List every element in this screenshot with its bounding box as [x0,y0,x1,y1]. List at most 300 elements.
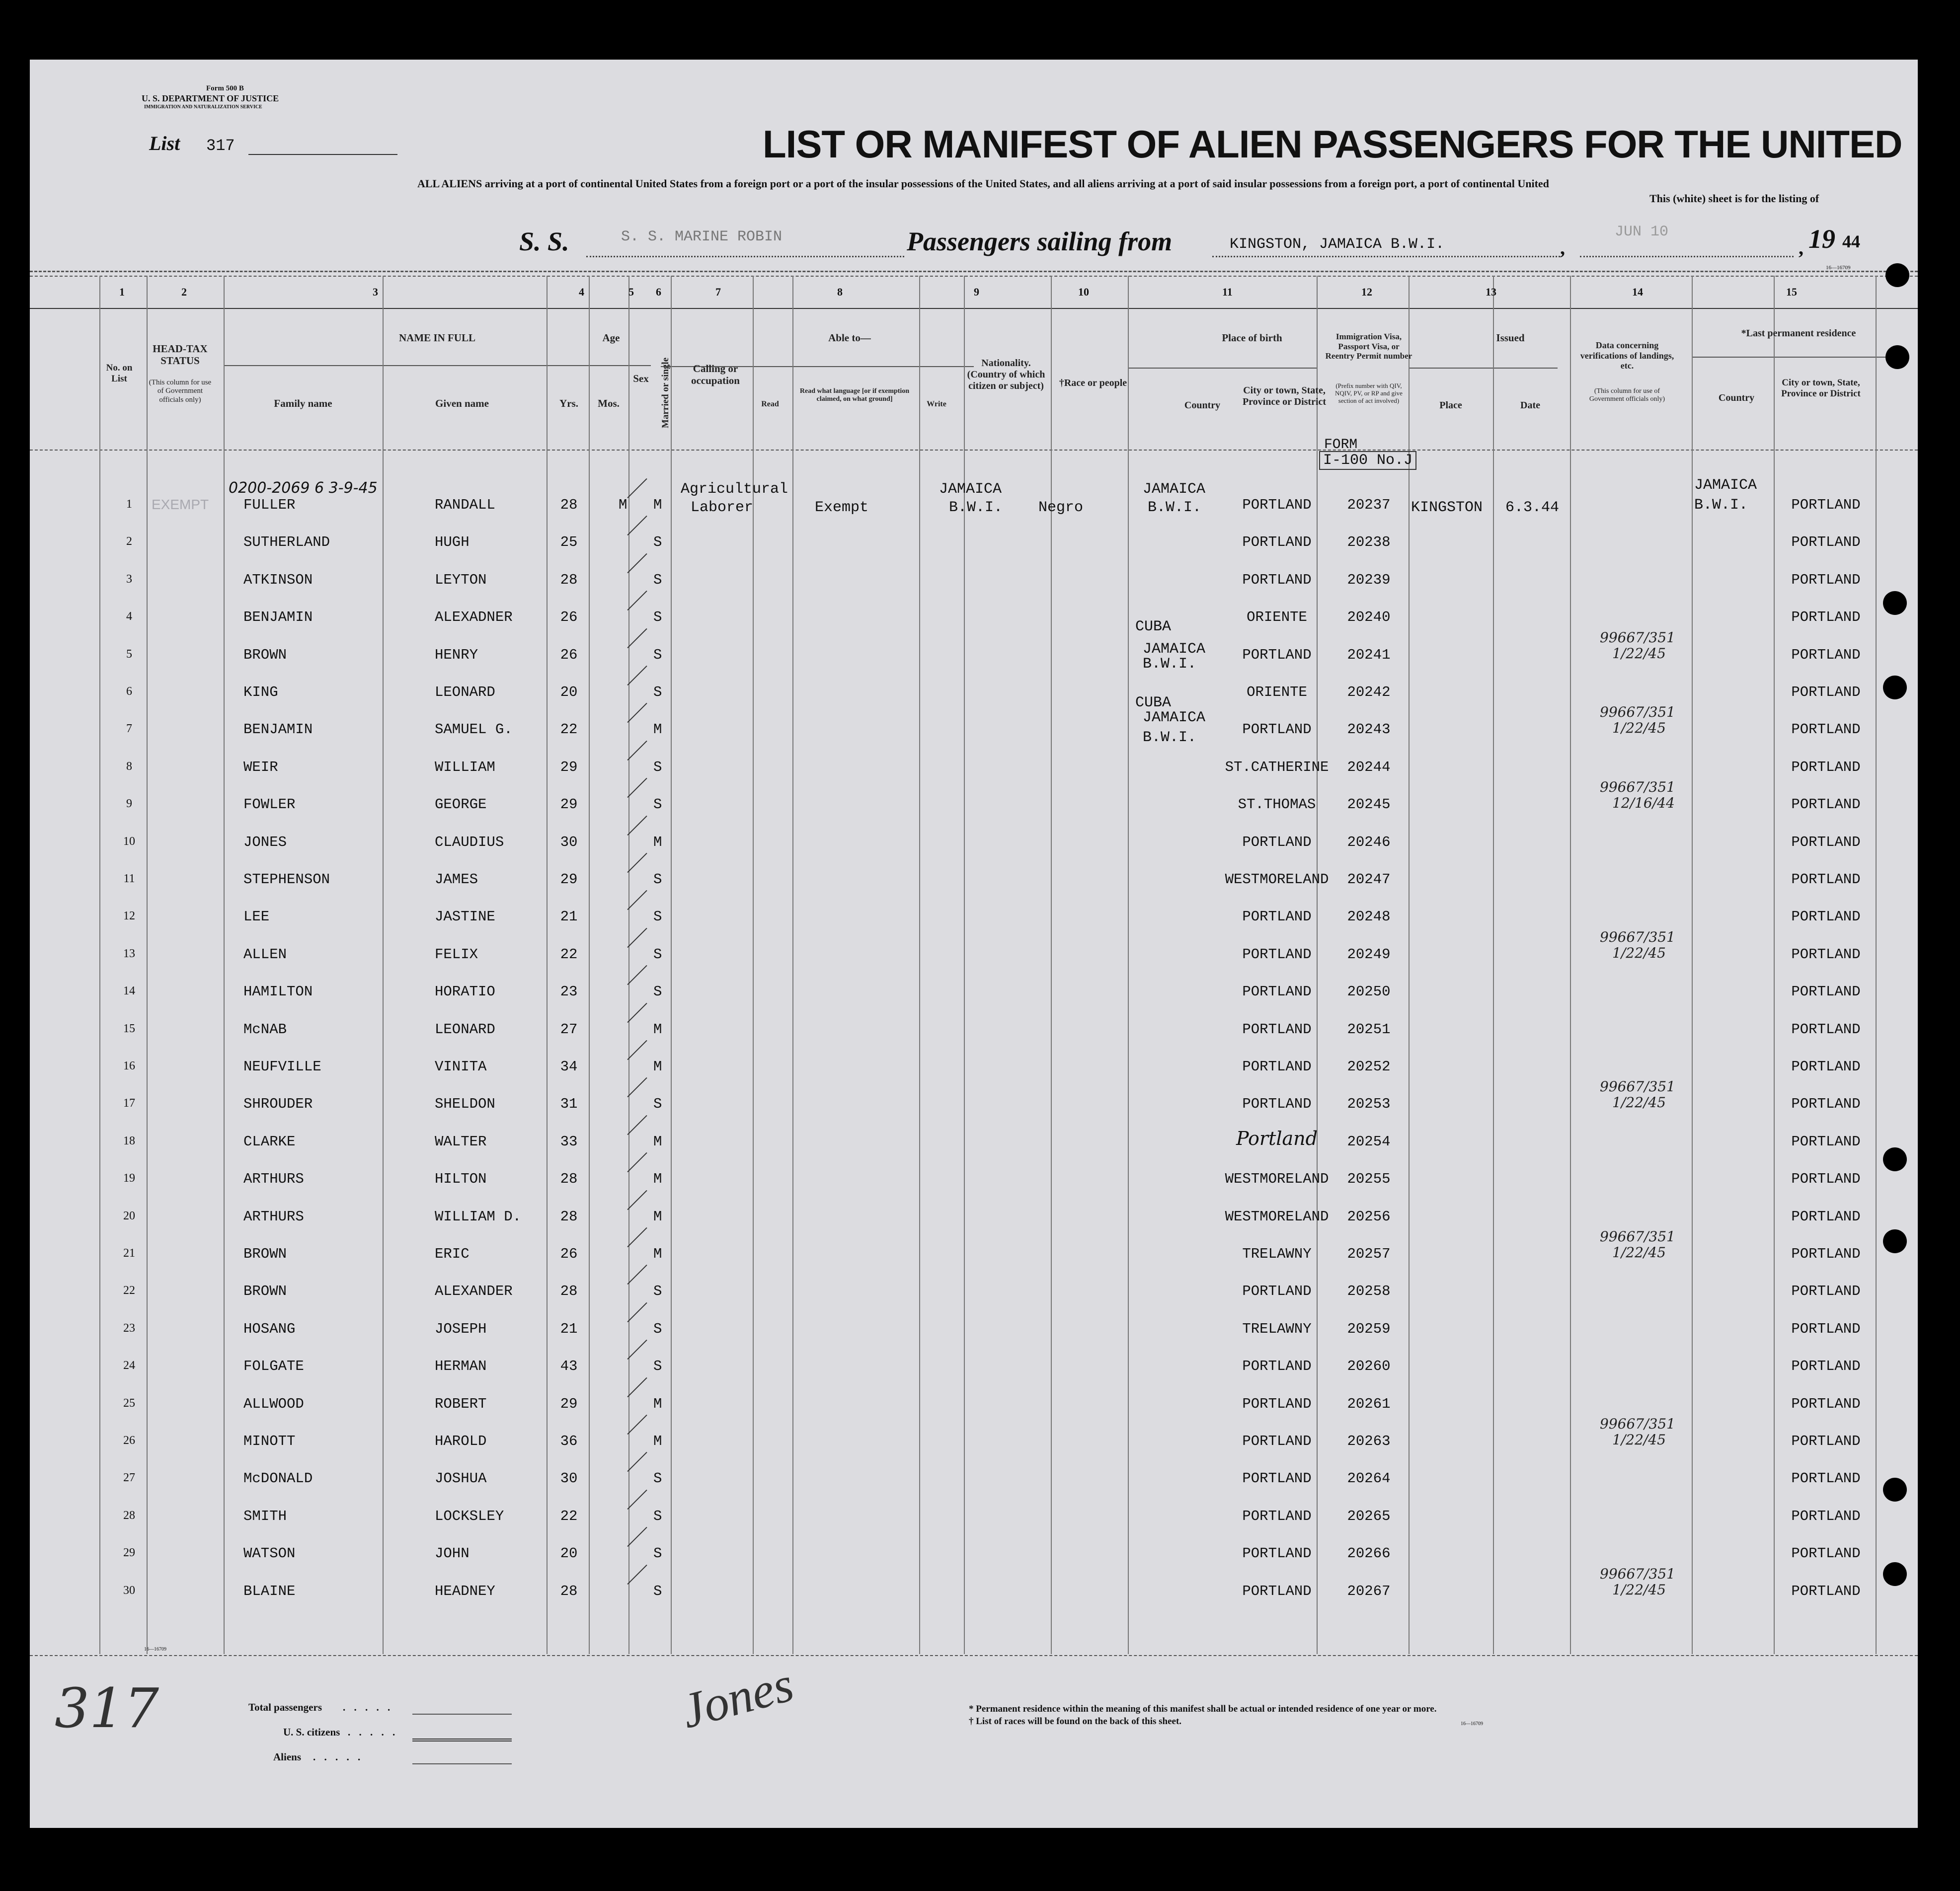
cell-given: HENRY [435,646,478,663]
check-mark [627,1152,647,1172]
column-number: 15 [1786,286,1797,298]
cell-birth-city: PORTLAND [1242,1283,1312,1300]
cell-no: 1 [126,498,132,511]
cell-age: 43 [560,1358,578,1375]
column-number-line [30,308,1918,309]
cell-birth-city: WESTMORELAND [1225,1171,1329,1188]
header-head-tax: HEAD-TAX STATUS [153,343,208,367]
cell-residence: PORTLAND [1791,1171,1861,1188]
cell-age: 22 [560,1508,578,1524]
header-yrs: Yrs. [559,397,578,409]
year-prefix: 19 [1808,224,1835,254]
header-mos: Mos. [598,397,620,409]
cell-family: ARTHURS [243,1171,304,1188]
cell-ms: S [653,1508,662,1524]
cell-ms: S [653,1358,662,1375]
check-mark [627,703,647,723]
header-family-name: Family name [274,397,332,409]
cell-birth-city: PORTLAND [1242,571,1312,588]
check-mark [627,890,647,910]
header-no-on-list: No. on List [106,363,133,384]
cell-birth-city: PORTLAND [1242,1395,1312,1412]
cell-given: JOSHUA [435,1470,487,1487]
column-number: 14 [1632,286,1643,298]
cell-age: 28 [560,1171,578,1188]
check-mark [627,1265,647,1285]
column-number: 10 [1078,286,1089,298]
cell-residence: PORTLAND [1791,497,1861,513]
header-city: City or town, State, Province or District [1242,385,1327,407]
cell-ms: M [653,1208,662,1225]
column-number: 1 [119,286,125,298]
landing-note-line-2: 1/22/45 [1612,944,1666,961]
cell-visa: 20243 [1347,721,1391,738]
cell-given: HEADNEY [435,1583,495,1599]
punch-hole [1883,1562,1907,1586]
cell-given: HILTON [435,1171,487,1188]
column-rule [99,276,100,1654]
cell-residence: PORTLAND [1791,1021,1861,1038]
check-mark [627,778,647,798]
cell-given: LOCKSLEY [435,1508,504,1524]
header-visa: Immigration Visa, Passport Visa, or Reentry Permit number [1325,332,1412,361]
cell-family: BROWN [243,1246,287,1262]
us-citizens-dots: . . . . . [348,1726,398,1738]
header-married: Married or single [660,357,671,428]
punch-hole [1885,263,1909,287]
cell-birth-city: PORTLAND [1242,1433,1312,1449]
cell-ms: S [653,1283,662,1300]
cell-residence: PORTLAND [1791,1208,1861,1225]
birth-country-row-7a: JAMAICA [1143,709,1206,726]
cell-family: MINOTT [243,1433,296,1449]
check-mark [627,853,647,873]
cell-residence: PORTLAND [1791,1470,1861,1487]
cell-residence: PORTLAND [1791,1059,1861,1075]
cell-age: 28 [560,497,578,513]
cell-given: SAMUEL G. [435,721,513,738]
cell-residence: PORTLAND [1791,1545,1861,1562]
cell-residence: PORTLAND [1791,983,1861,1000]
cell-given: ALEXADNER [435,609,513,626]
cell-visa: 20238 [1347,534,1391,551]
cell-sex: M [619,497,627,513]
cell-ms: S [653,1470,662,1487]
cell-residence: PORTLAND [1791,758,1861,775]
cell-age: 26 [560,609,578,626]
birth-country-row-5b: B.W.I. [1143,656,1197,673]
cell-given: LEONARD [435,684,495,700]
cell-visa: 20259 [1347,1320,1391,1337]
landing-note-line-1: 99667/351 [1600,1078,1675,1095]
page-title: LIST OR MANIFEST OF ALIEN PASSENGERS FOR THE UNITED [763,122,1902,166]
check-mark [627,1527,647,1547]
cell-ms: S [653,1583,662,1599]
cell-family: BENJAMIN [243,609,313,626]
cell-given: JAMES [435,871,478,888]
landing-note-line-2: 1/22/45 [1612,720,1666,737]
cell-family: ALLWOOD [243,1395,304,1412]
cell-ms: S [653,609,662,626]
cell-visa: 20255 [1347,1171,1391,1188]
cell-residence: PORTLAND [1791,1395,1861,1412]
cell-visa: 20249 [1347,946,1391,963]
footnote-races: † List of races will be found on the back of this sheet. [969,1716,1182,1727]
cell-age: 29 [560,796,578,813]
cell-age: 22 [560,721,578,738]
us-citizens-label: U. S. citizens [283,1726,340,1738]
residence-country-line-1: JAMAICA [1694,477,1757,494]
cell-family: STEPHENSON [243,871,330,888]
cell-age: 27 [560,1021,578,1038]
cell-ms: S [653,908,662,925]
cell-given: WALTER [435,1133,487,1150]
birth-country-line-2: B.W.I. [1148,499,1202,516]
cell-no: 10 [123,834,135,848]
nationality-line-2: B.W.I. [949,499,1003,516]
sailing-port-line [1212,256,1560,257]
cell-visa: 20264 [1347,1470,1391,1487]
birth-country-row-6: CUBA [1135,694,1172,711]
read-language: Exempt [815,499,869,516]
landing-note-line-2: 12/16/44 [1612,795,1675,812]
cell-no: 20 [123,1209,135,1222]
check-mark [627,1490,647,1510]
cell-ms: S [653,983,662,1000]
cell-birth-city: Portland [1236,1127,1318,1149]
cell-birth-city: PORTLAND [1242,833,1312,850]
service-name: IMMIGRATION AND NATURALIZATION SERVICE [144,104,262,110]
cell-birth-city: ST.THOMAS [1238,796,1316,813]
cell-visa: 20248 [1347,908,1391,925]
cell-residence: PORTLAND [1791,833,1861,850]
sailing-date-line [1580,256,1794,257]
cell-given: WILLIAM D. [435,1208,522,1225]
list-number-line [248,154,397,155]
cell-residence: PORTLAND [1791,534,1861,551]
cell-visa: 20251 [1347,1021,1391,1038]
cell-no: 11 [123,872,135,885]
cell-birth-city: PORTLAND [1242,534,1312,551]
column-number: 12 [1361,286,1372,298]
cell-no: 28 [123,1509,135,1522]
check-mark [627,1377,647,1397]
cell-visa: 20247 [1347,871,1391,888]
cell-age: 26 [560,1246,578,1262]
cell-family: FOWLER [243,796,296,813]
cell-birth-city: WESTMORELAND [1225,871,1329,888]
cell-family: WEIR [243,758,278,775]
cell-visa: 20252 [1347,1059,1391,1075]
cell-residence: PORTLAND [1791,946,1861,963]
landing-note-line-2: 1/22/45 [1612,645,1666,662]
header-given-name: Given name [435,397,489,409]
department-name: U. S. DEPARTMENT OF JUSTICE [142,93,279,103]
landing-note-line-2: 1/22/45 [1612,1244,1666,1261]
nationality-line-1: JAMAICA [939,481,1002,498]
cell-birth-city: PORTLAND [1242,1059,1312,1075]
ship-prefix: S. S. [519,227,569,256]
cell-ms: S [653,646,662,663]
cell-birth-city: PORTLAND [1242,1508,1312,1524]
column-rule [383,276,384,1654]
cell-given: LEONARD [435,1021,495,1038]
birth-country-row-4: CUBA [1135,618,1172,635]
punch-hole [1885,345,1909,369]
cell-no: 16 [123,1059,135,1072]
cell-no: 19 [123,1172,135,1185]
check-mark [627,1077,647,1097]
header-head-tax-note: (This column for use of Government officials only) [149,378,212,404]
table-top-line-2 [30,276,1918,277]
cell-birth-city: PORTLAND [1242,497,1312,513]
cell-given: HERMAN [435,1358,487,1375]
column-rule [671,276,672,1654]
aliens-label: Aliens [273,1751,302,1763]
landing-note-line-1: 99667/351 [1600,704,1675,721]
residence-line [1692,357,1900,358]
cell-age: 28 [560,1283,578,1300]
column-number: 7 [715,286,721,298]
column-number: 5 [628,286,634,298]
cell-no: 17 [123,1097,135,1110]
check-mark [627,1340,647,1360]
column-rule [224,276,225,1654]
cell-family: WATSON [243,1545,296,1562]
check-mark [627,1002,647,1022]
cell-ms: S [653,946,662,963]
cell-ms: S [653,1320,662,1337]
column-number: 9 [974,286,979,298]
landing-note-line-1: 99667/351 [1600,779,1675,796]
cell-residence: PORTLAND [1791,1320,1861,1337]
cell-given: ERIC [435,1246,470,1262]
footer-form-code: 16—16709 [144,1647,166,1652]
issued-line [1409,368,1558,369]
column-rule [1128,276,1129,1654]
cell-family: HOSANG [243,1320,296,1337]
cell-residence: PORTLAND [1791,796,1861,813]
cell-no: 5 [126,647,132,661]
cell-birth-city: ORIENTE [1247,684,1307,700]
column-rule [628,276,629,1654]
cell-ms: M [653,1171,662,1188]
cell-birth-city: WESTMORELAND [1225,1208,1329,1225]
cell-residence: PORTLAND [1791,1583,1861,1599]
cell-family: SHROUDER [243,1096,313,1113]
check-mark [627,1302,647,1322]
cell-birth-city: PORTLAND [1242,946,1312,963]
check-mark [627,815,647,835]
subtitle-line-2: This (white) sheet is for the listing of [1649,192,1819,205]
sailing-port: KINGSTON, JAMAICA B.W.I. [1230,236,1445,253]
check-mark [627,965,647,985]
handwritten-list-number: 317 [55,1676,159,1740]
birth-country-row-5a: JAMAICA [1143,641,1206,658]
cell-family: SMITH [243,1508,287,1524]
check-mark [627,1115,647,1135]
cell-visa: 20244 [1347,758,1391,775]
residence-country-line-2: B.W.I. [1694,497,1748,514]
cell-given: LEYTON [435,571,487,588]
column-rule [1493,276,1494,1654]
list-label: List [149,132,180,154]
landing-note-line-1: 99667/351 [1600,629,1675,646]
race-value: Negro [1038,499,1084,516]
cell-visa: 20237 [1347,497,1391,513]
header-visa-note: (Prefix number with QIV, NQIV, PV, or RP and give section of act involved) [1335,382,1403,404]
cell-no: 24 [123,1359,135,1372]
cell-age: 30 [560,1470,578,1487]
handwritten-top-note: 0200-2069 6 3-9-45 [229,479,378,497]
cell-given: JOSEPH [435,1320,487,1337]
cell-family: HAMILTON [243,983,313,1000]
column-rule [147,276,148,1654]
cell-residence: PORTLAND [1791,721,1861,738]
cell-age: 23 [560,983,578,1000]
ship-name: S. S. MARINE ROBIN [621,228,783,245]
column-rule [919,276,920,1654]
header-date: Date [1520,400,1540,411]
cell-given: FELIX [435,946,478,963]
cell-residence: PORTLAND [1791,1246,1861,1262]
cell-family: FULLER [243,497,296,513]
cell-ms: S [653,684,662,700]
cell-birth-city: TRELAWNY [1242,1246,1312,1262]
cell-given: HUGH [435,534,470,551]
cell-visa: 20261 [1347,1395,1391,1412]
cell-residence: PORTLAND [1791,908,1861,925]
birth-country-line-1: JAMAICA [1143,481,1206,498]
cell-residence: PORTLAND [1791,1133,1861,1150]
table-bottom-line [30,1655,1918,1656]
cell-family: BROWN [243,646,287,663]
cell-visa: 20258 [1347,1283,1391,1300]
column-number: 3 [373,286,378,298]
punch-hole [1883,1147,1907,1171]
cell-ms: M [653,721,662,738]
column-rule [1570,276,1571,1654]
cell-age: 20 [560,684,578,700]
cell-ms: M [653,1021,662,1038]
cell-ms: S [653,1096,662,1113]
cell-no: 2 [126,535,132,548]
cell-no: 9 [126,797,132,811]
cell-ms: S [653,758,662,775]
cell-age: 30 [560,833,578,850]
total-passengers-dots: . . . . . [343,1701,393,1713]
column-number: 4 [579,286,584,298]
cell-given: JASTINE [435,908,495,925]
cell-birth-city: PORTLAND [1242,908,1312,925]
cell-no: 4 [126,610,132,623]
cell-given: SHELDON [435,1096,495,1113]
cell-birth-city: PORTLAND [1242,1545,1312,1562]
cell-visa: 20240 [1347,609,1391,626]
cell-given: RANDALL [435,497,495,513]
cell-birth-city: TRELAWNY [1242,1320,1312,1337]
footnote-residence: * Permanent residence within the meaning of this manifest shall be actual or intended residence of one year or more. [969,1704,1437,1714]
cell-age: 29 [560,871,578,888]
cell-ms: M [653,1059,662,1075]
header-calling: Calling or occupation [691,363,740,387]
cell-given: JOHN [435,1545,470,1562]
header-place-of-birth: Place of birth [1222,332,1282,344]
cell-ms: S [653,571,662,588]
cell-given: CLAUDIUS [435,833,504,850]
cell-no: 18 [123,1134,135,1147]
cell-birth-city: PORTLAND [1242,1583,1312,1599]
column-rule [1051,276,1052,1654]
cell-no: 29 [123,1546,135,1560]
cell-residence: PORTLAND [1791,571,1861,588]
cell-residence: PORTLAND [1791,1283,1861,1300]
check-mark [627,516,647,535]
exempt-stamp: EXEMPT [152,497,209,512]
punch-hole [1883,591,1907,615]
birth-line [1128,368,1317,369]
cell-age: 20 [560,1545,578,1562]
check-mark [627,928,647,948]
cell-birth-city: PORTLAND [1242,1021,1312,1038]
column-rule [1774,276,1775,1654]
cell-age: 33 [560,1133,578,1150]
cell-birth-city: PORTLAND [1242,983,1312,1000]
cell-given: WILLIAM [435,758,495,775]
cell-residence: PORTLAND [1791,1096,1861,1113]
footer-form-code-right: 16—16709 [1461,1721,1483,1727]
form-code-top: 16—16709 [1826,265,1851,271]
cell-family: JONES [243,833,287,850]
cell-ms: M [653,1246,662,1262]
us-citizens-line [412,1739,512,1741]
cell-visa: 20267 [1347,1583,1391,1599]
cell-age: 25 [560,534,578,551]
cell-age: 29 [560,758,578,775]
cell-age: 28 [560,571,578,588]
header-write: Write [927,400,946,408]
cell-no: 13 [123,947,135,960]
cell-visa: 20265 [1347,1508,1391,1524]
cell-no: 21 [123,1247,135,1260]
list-number: 317 [206,137,235,155]
landing-note-line-1: 99667/351 [1600,1565,1675,1582]
cell-family: ARTHURS [243,1208,304,1225]
birth-country-row-7b: B.W.I. [1143,729,1197,746]
cell-residence: PORTLAND [1791,1358,1861,1375]
cell-no: 30 [123,1584,135,1597]
cell-birth-city: ORIENTE [1247,609,1307,626]
check-mark [627,666,647,685]
cell-visa: 20246 [1347,833,1391,850]
cell-no: 3 [126,572,132,586]
cell-age: 21 [560,1320,578,1337]
cell-visa: 20253 [1347,1096,1391,1113]
check-mark [627,553,647,573]
cell-visa: 20239 [1347,571,1391,588]
cell-no: 8 [126,759,132,773]
cell-no: 22 [123,1284,135,1297]
occupation-line-2: Laborer [691,499,754,516]
cell-ms: M [653,497,662,513]
cell-given: HORATIO [435,983,495,1000]
cell-family: BROWN [243,1283,287,1300]
cell-given: HAROLD [435,1433,487,1449]
cell-age: 28 [560,1208,578,1225]
check-mark [627,1452,647,1472]
cell-family: KING [243,684,278,700]
cell-visa: 20263 [1347,1433,1391,1449]
